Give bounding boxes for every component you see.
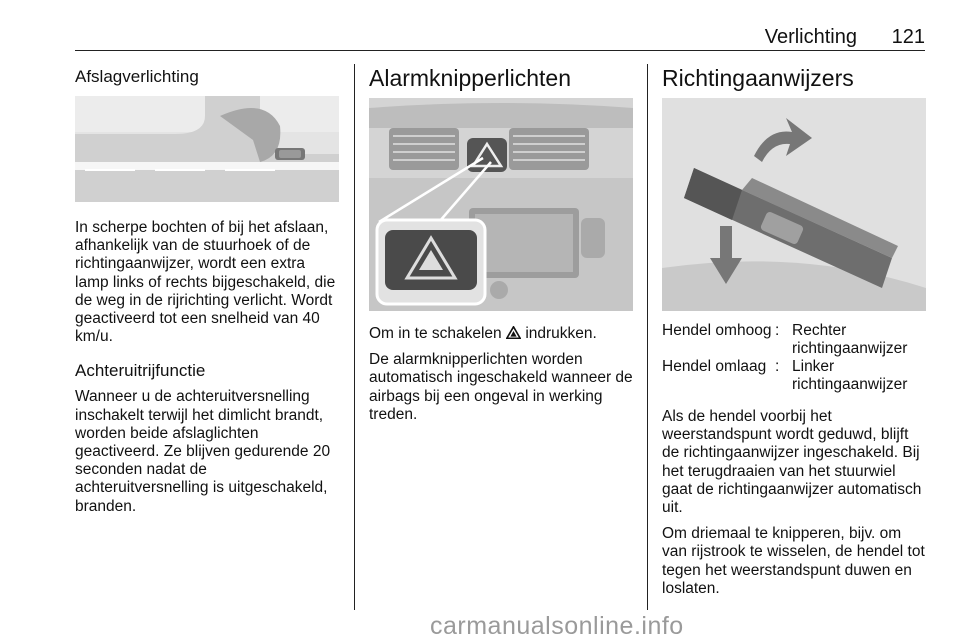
paragraph-hazard-airbags: De alarmknipperlichten worden automatisch ingeschakeld wanneer de airbags bij een ongeval in werking treden. [369, 351, 633, 423]
row-sep: : [775, 358, 780, 375]
column-2 [369, 64, 633, 92]
column-1-body [75, 219, 340, 516]
column-3 [662, 64, 926, 92]
page-header [75, 0, 925, 51]
row-sep: : [775, 322, 780, 339]
heading-achteruitrijfunctie: Achteruitrijfunctie [75, 361, 206, 381]
row-key: Hendel omlaag [662, 358, 767, 375]
hazard-switch-illustration [369, 98, 633, 311]
hazard-triangle-icon [506, 326, 521, 339]
paragraph-achteruitrijfunctie: Wanneer u de achteruitversnelling inschakelt terwijl het dimlicht brandt, worden beide afslaglichten geactiveerd. Ze blijven gedurende 20 seconden nadat de achteruitversnelling is uitgeschakeld, branden. [75, 388, 331, 515]
row-value: Linker richtingaanwijzer [792, 358, 908, 393]
table-row [662, 322, 926, 358]
cornering-light-illustration [75, 96, 339, 202]
row-key: Hendel omhoog [662, 322, 772, 339]
paragraph-afslagverlichting: In scherpe bochten of bij het afslaan, afhankelijk van de stuurhoek of de richtingaanwijzer, wordt een extra lamp links of rechts bijgeschakeld, die de weg in de rijrichting verlicht. Wordt geactiveerd tot een snelheid van 40 km/u. [75, 219, 336, 346]
paragraph-hazard-on [369, 325, 633, 343]
heading-alarmknipperlichten: Alarmknipperlichten [369, 65, 571, 91]
table-row [662, 358, 926, 394]
section-title: Verlichting [764, 26, 857, 48]
column-divider-1 [354, 64, 355, 610]
heading-richtingaanwijzers: Richtingaanwijzers [662, 65, 854, 91]
paragraph-indicator-resistance: Als de hendel voorbij het weerstandspunt wordt geduwd, blijft de richtingaanwijzer ingeschakeld. Bij het terugdraaien van het stuurwiel gaat de richtingaanwijzer automatisch uit. [662, 408, 922, 517]
heading-afslagverlichting: Afslagverlichting [75, 67, 199, 86]
column-2-body [369, 325, 633, 424]
indicator-stalk-illustration [662, 98, 926, 311]
column-3-body [662, 322, 926, 598]
page-number: 121 [891, 26, 925, 48]
column-1 [75, 64, 340, 88]
watermark: carmanualsonline.info [430, 612, 684, 640]
hazard-instruction-after: indrukken. [525, 325, 597, 342]
hazard-instruction-before: Om in te schakelen [369, 325, 502, 342]
column-divider-2 [647, 64, 648, 610]
paragraph-indicator-lane-change: Om driemaal te knipperen, bijv. om van rijstrook te wisselen, de hendel tot tegen het weerstandspunt duwen en loslaten. [662, 525, 925, 597]
row-value: Rechter richtingaanwijzer [792, 322, 908, 357]
